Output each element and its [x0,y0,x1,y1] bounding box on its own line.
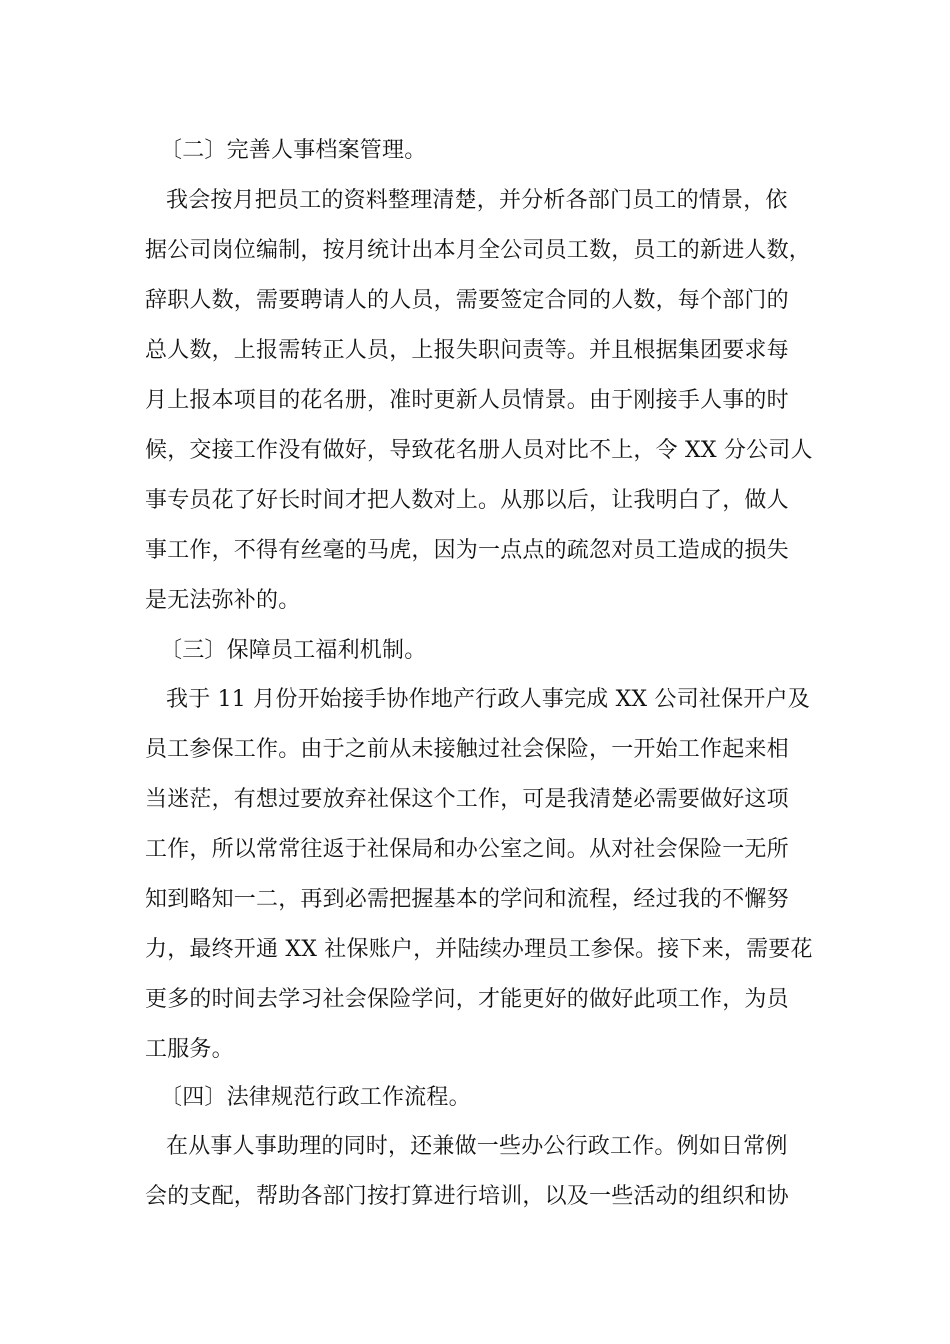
paragraph-line: 力，最终开通 XX 社保账户，并陆续办理员工参保。接下来，需要花 [145,937,813,962]
paragraph-line: 员工参保工作。由于之前从未接触过社会保险，一开始工作起来相 [145,737,789,762]
paragraph-line: 工服务。 [145,1037,234,1062]
paragraph-line: 据公司岗位编制，按月统计出本月全公司员工数，员工的新进人数， [145,238,812,263]
section-heading-4: 〔四〕法律规范行政工作流程。 [160,1085,471,1110]
section-heading-2: 〔二〕完善人事档案管理。 [160,138,427,163]
paragraph-line: 辞职人数，需要聘请人的人员，需要签定合同的人数，每个部门的 [145,288,789,313]
paragraph-line: 工作，所以常常往返于社保局和办公室之间。从对社会保险一无所 [145,837,789,862]
paragraph-line: 会的支配，帮助各部门按打算进行培训，以及一些活动的组织和协 [145,1184,789,1209]
paragraph-line: 我于 11 月份开始接手协作地产行政人事完成 XX 公司社保开户及 [166,687,810,712]
paragraph-line: 我会按月把员工的资料整理清楚，并分析各部门员工的情景，依 [166,188,788,213]
paragraph-line: 总人数，上报需转正人员，上报失职问责等。并且根据集团要求每 [145,338,789,363]
paragraph-line: 是无法弥补的。 [145,588,301,613]
paragraph-line: 更多的时间去学习社会保险学问，才能更好的做好此项工作，为员 [145,987,789,1012]
paragraph-line: 候，交接工作没有做好，导致花名册人员对比不上，令 XX 分公司人 [145,438,813,463]
section-heading-3: 〔三〕保障员工福利机制。 [160,638,427,663]
paragraph-line: 事工作，不得有丝毫的马虎，因为一点点的疏忽对员工造成的损失 [145,538,789,563]
paragraph-line: 在从事人事助理的同时，还兼做一些办公行政工作。例如日常例 [166,1134,788,1159]
paragraph-line: 当迷茫，有想过要放弃社保这个工作，可是我清楚必需要做好这项 [145,787,789,812]
paragraph-line: 知到略知一二，再到必需把握基本的学问和流程，经过我的不懈努 [145,887,789,912]
paragraph-line: 月上报本项目的花名册，准时更新人员情景。由于刚接手人事的时 [145,388,789,413]
paragraph-line: 事专员花了好长时间才把人数对上。从那以后，让我明白了，做人 [145,488,789,513]
